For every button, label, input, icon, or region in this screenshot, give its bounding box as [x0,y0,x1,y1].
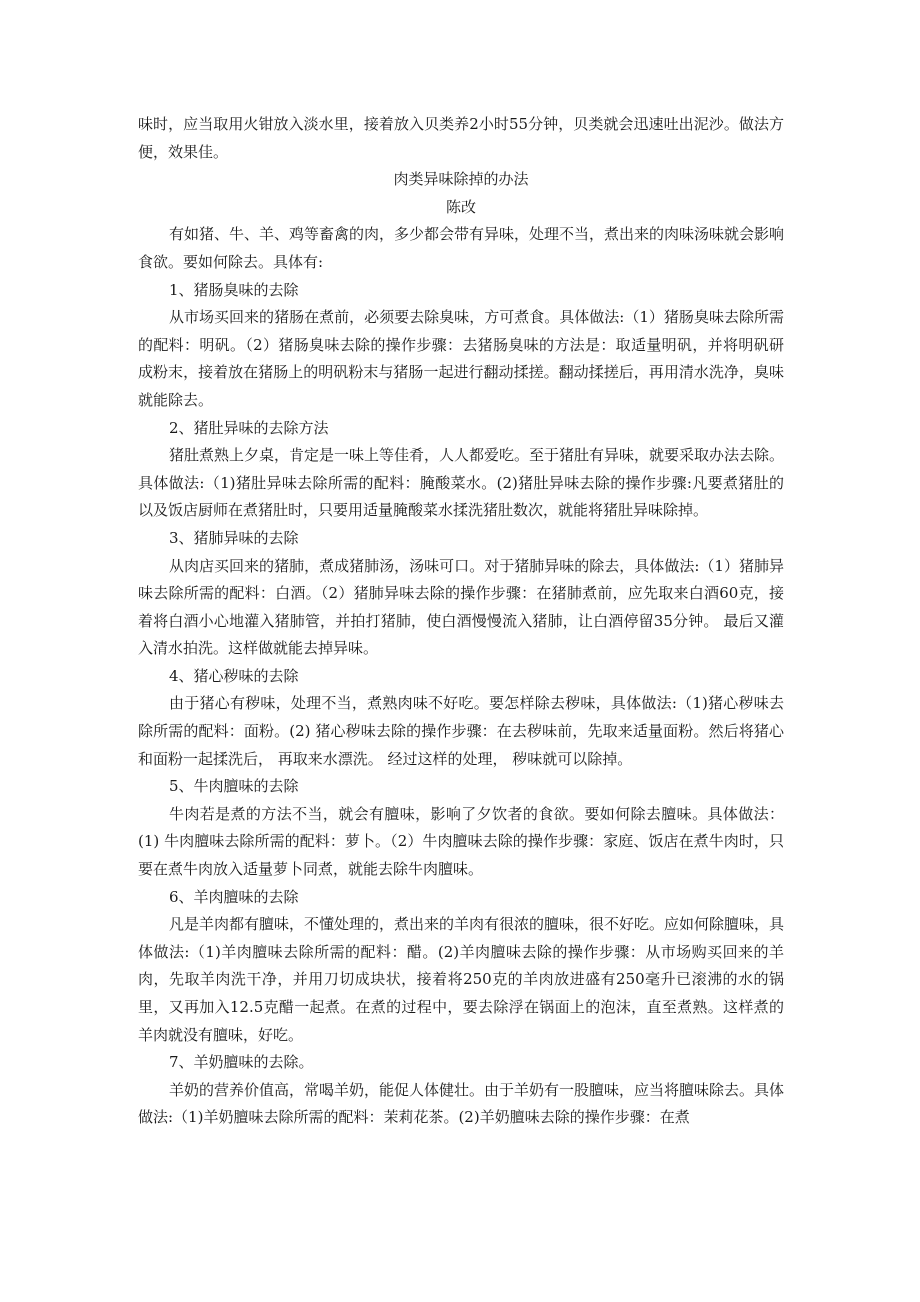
section-heading-2: 2、猪肚异味的去除方法 [169,418,329,437]
section-body-2: 猪肚煮熟上夕桌，肯定是一味上等佳肴，人人都爱吃。至于猪肚有异味，就要采取办法去除。具体做法:（1)猪肚异味去除所需的配料：腌酸菜水。(2)猪肚异味去除的操作步骤:凡要煮猪肚的以及饭店厨师在煮猪肚时，只要用适量腌酸菜水揉洗猪肚数次，就能将猪肚异味除掉。 [138,446,785,520]
section-heading-5: 5、牛肉膻味的去除 [169,777,299,796]
article-title: 肉类异味除掉的办法 [393,170,529,189]
section-heading-3: 3、猪肺异味的去除 [169,528,299,547]
section-body-6: 凡是羊肉都有膻味，不懂处理的，煮出来的羊肉有很浓的膻味，很不好吃。应如何除膻味，具体做法:（1)羊肉膻味去除所需的配料：醋。(2)羊肉膻味去除的操作步骤：从市场购买回来的羊肉，先取羊肉洗干净，并用刀切成块状，接着将250克的羊肉放进盛有250毫升已滚沸的水的锅里，又再加入12.5克醋一起煮。在煮的过程中，要去除浮在锅面上的泡沫，直至煮熟。这样煮的羊肉就没有膻味，好吃。 [138,915,785,1044]
section-body-3: 从肉店买回来的猪肺，煮成猪肺汤，汤味可口。对于猪肺异味的除去，具体做法:（1）猪肺异味去除所需的配料：白酒。（2）猪肺异味去除的操作步骤：在猪肺煮前，应先取来白酒60克，接着将白酒小心地灌入猪肺管，并拍打猪肺，使白酒慢慢流入猪肺，让白酒停留35分钟。 最后又灌入清水拍洗。这样做就能去掉异味。 [138,556,784,658]
section-heading-6: 6、羊肉膻味的去除 [169,887,299,906]
section-heading-4: 4、猪心秽味的去除 [169,666,299,685]
article-intro: 有如猪、牛、羊、鸡等畜禽的肉，多少都会带有异味，处理不当，煮出来的肉味汤味就会影响食欲。要如何除去。具体有: [138,225,785,271]
article-author: 陈改 [445,197,476,216]
section-heading-1: 1、猪肠臭味的去除 [169,280,299,299]
intro-continuation: 味时，应当取用火钳放入淡水里，接着放入贝类养2小时55分钟，贝类就会迅速吐出泥沙。做法方便，效果佳。 [138,115,784,161]
section-body-1: 从市场买回来的猪肠在煮前，必须要去除臭味，方可煮食。具体做法:（1）猪肠臭味去除所需的配料：明矾。（2）猪肠臭味去除的操作步骤：去猪肠臭味的方法是：取适量明矾，并将明矾研成粉末，接着放在猪肠上的明矾粉末与猪肠一起进行翻动揉搓。翻动揉搓后，再用清水洗净，臭味就能除去。 [138,308,784,409]
section-body-4: 由于猪心有秽味，处理不当，煮熟肉味不好吃。要怎样除去秽味，具体做法:（1)猪心秽味去除所需的配料：面粉。(2) 猪心秽味去除的操作步骤：在去秽味前，先取来适量面粉。然后将猪心和面粉一起揉洗后， 再取来水漂洗。 经过这样的处理， 秽味就可以除掉。 [138,694,784,768]
section-heading-7: 7、羊奶膻味的去除。 [169,1053,314,1072]
section-body-7: 羊奶的营养价值高，常喝羊奶，能促人体健壮。由于羊奶有一股膻味，应当将膻味除去。具体做法:（1)羊奶膻味去除所需的配料：茉莉花茶。(2)羊奶膻味去除的操作步骤：在煮 [138,1080,785,1127]
section-body-5: 牛肉若是煮的方法不当，就会有膻味，影响了夕饮者的食欲。要如何除去膻味。具体做法：(1) 牛肉膻味去除所需的配料：萝卜。（2）牛肉膻味去除的操作步骤：家庭、饭店在煮牛肉时，只要在煮牛肉放入适量萝卜同煮，就能去除牛肉膻味。 [138,804,784,879]
